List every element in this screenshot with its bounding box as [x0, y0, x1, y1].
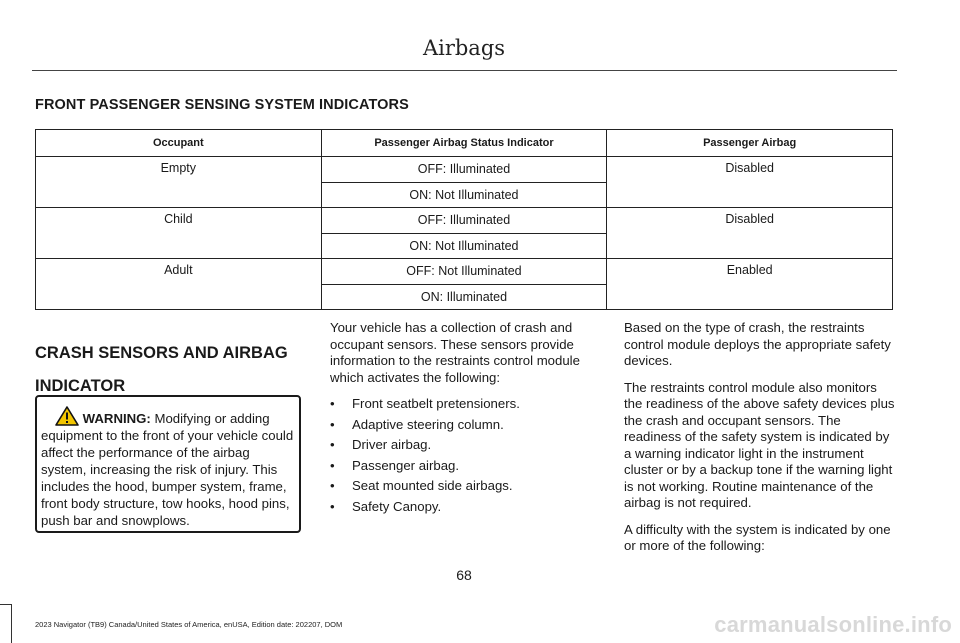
warning-box	[35, 395, 301, 533]
content-column-3	[624, 320, 896, 565]
footer-edition-text: 2023 Navigator (TB9) Canada/United States of America, enUSA, Edition date: 202207, DOM	[35, 620, 343, 629]
airbag-cell: Disabled	[607, 157, 893, 208]
table-row	[36, 157, 893, 183]
indicator-cell: OFF: Illuminated	[321, 208, 607, 234]
occupant-cell: Child	[36, 208, 322, 259]
heading-line: CRASH SENSORS AND AIRBAG	[35, 344, 288, 362]
airbag-cell: Enabled	[607, 259, 893, 310]
paragraph: Based on the type of crash, the restraints control module deploys the appropriate safety devices.	[624, 320, 891, 368]
page-corner-mark	[0, 604, 12, 643]
table-row	[36, 208, 893, 234]
content-column-2	[330, 320, 600, 519]
indicator-cell: OFF: Not Illuminated	[321, 259, 607, 285]
section-heading-crash-sensors	[35, 340, 305, 399]
header-divider	[32, 70, 897, 71]
watermark: carmanualsonline.info	[714, 612, 952, 637]
indicator-cell: ON: Not Illuminated	[321, 182, 607, 208]
list-item: • Seat mounted side airbags.	[330, 478, 513, 493]
warning-label: WARNING:	[82, 411, 151, 426]
warning-triangle-icon	[55, 406, 79, 426]
occupant-cell: Empty	[36, 157, 322, 208]
list-item: • Adaptive steering column.	[330, 416, 504, 432]
list-item: • Safety Canopy.	[330, 498, 442, 514]
column-header-passenger-airbag: Passenger Airbag	[607, 130, 893, 157]
airbag-cell: Disabled	[607, 208, 893, 259]
safety-devices-list	[330, 396, 600, 515]
indicator-cell: ON: Illuminated	[321, 284, 607, 310]
paragraph: The restraints control module also monitors the readiness of the above safety devices plus the crash and occupant sensors. The readiness of the safety system is indicated by a warning indicator light in the instrument cluster or by a backup tone if the warning light is not working. Routine maintenance of the airbag is not required.	[624, 379, 895, 510]
indicator-cell: OFF: Illuminated	[321, 157, 607, 183]
table-header-row	[36, 130, 893, 157]
indicator-cell: ON: Not Illuminated	[321, 233, 607, 259]
warning-text: Modifying or adding equipment to the front of your vehicle could affect the performance of the airbag system, increasing the risk of injury. This includes the hood, bumper system, frame, front body structure, tow hooks, hood pins, push bar and snowplows.	[41, 411, 294, 528]
list-item: • Passenger airbag.	[330, 457, 460, 473]
section-heading-indicators: FRONT PASSENGER SENSING SYSTEM INDICATORS	[35, 97, 409, 113]
page-number: 68	[456, 567, 472, 583]
column-header-status-indicator: Passenger Airbag Status Indicator	[321, 130, 607, 157]
heading-line: INDICATOR	[35, 377, 126, 395]
list-item: • Front seatbelt pretensioners.	[330, 396, 520, 411]
list-item: • Driver airbag.	[330, 437, 432, 452]
occupant-cell: Adult	[36, 259, 322, 310]
column-header-occupant: Occupant	[36, 130, 322, 157]
table-row	[36, 259, 893, 285]
indicator-table	[35, 129, 893, 306]
page-header-title: Airbags	[422, 36, 506, 60]
paragraph: A difficulty with the system is indicated by one or more of the following:	[624, 521, 891, 553]
paragraph: Your vehicle has a collection of crash and occupant sensors. These sensors provide information to the restraints control module which activates the following:	[330, 320, 580, 385]
